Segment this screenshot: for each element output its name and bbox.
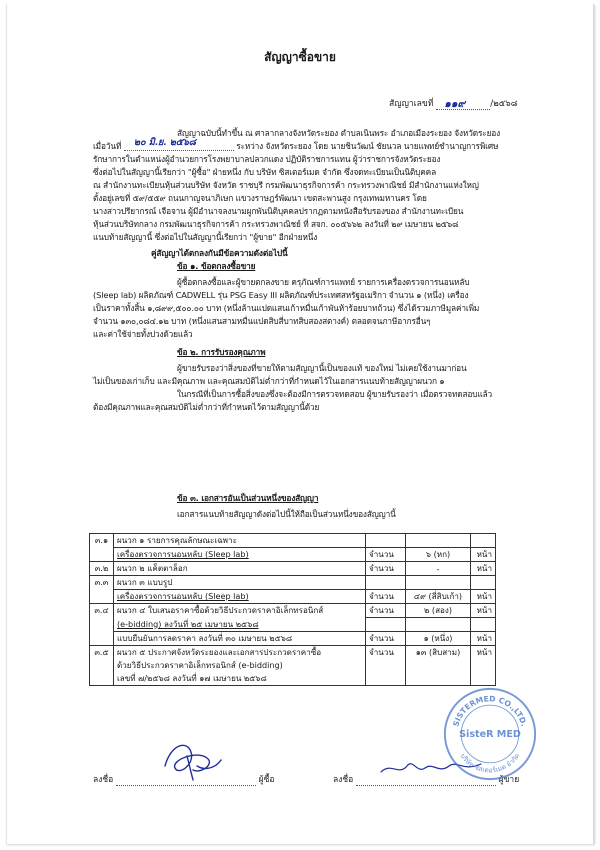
qty-label: จำนวน xyxy=(366,590,406,604)
clause-2-line-4: ต้องมีคุณภาพและคุณสมบัติไม่ต่ำกว่าที่กำหนดไว้ตามสัญญานี้ด้วย xyxy=(93,402,320,412)
table-row xyxy=(90,604,496,618)
row-description: เครื่องตรวจการนอนหลับ (Sleep lab) xyxy=(117,549,249,559)
table-row xyxy=(90,672,496,686)
buyer-label: ผู้ซื้อ xyxy=(258,775,275,785)
intro-line-1: สัญญาฉบับนี้ทำขึ้น ณ ศาลากลางจังหวัดระยอง ตำบลเนินพระ อำเภอเมืองระยอง จังหวัดระยอง xyxy=(177,128,501,138)
row-description: เครื่องตรวจการนอนหลับ (Sleep lab) xyxy=(117,591,249,601)
table-row xyxy=(90,548,496,562)
row-description: ผนวก ๓ แบบรูป xyxy=(114,576,366,590)
intro-line-3: รักษาการในตำแหน่งผู้อำนวยการโรงพยาบาลปลวกแดง ปฏิบัติราชการแทน ผู้ว่าราชการจังหวัดระยอง xyxy=(93,154,441,164)
row-qty: ๔๙ (สี่สิบเก้า) xyxy=(406,590,471,604)
qty-label: จำนวน xyxy=(366,632,406,646)
contract-number-label: สัญญาเลขที่ xyxy=(389,99,434,109)
date-prefix: เมื่อวันที่ xyxy=(93,141,122,151)
row-qty: - xyxy=(406,562,471,576)
row-number: ๓.๔ xyxy=(90,604,114,618)
seller-sign-label: ลงชื่อ xyxy=(333,775,354,785)
qty-label: จำนวน xyxy=(366,604,406,618)
clause-2-title: ข้อ ๒. การรับรองคุณภาพ xyxy=(177,347,266,357)
clause-3-intro: เอกสารแนบท้ายสัญญาดังต่อไปนี้ให้ถือเป็นส่วนหนึ่งของสัญญานี้ xyxy=(177,509,396,519)
row-qty: ๒ (สอง) xyxy=(406,604,471,618)
row-qty: ๖ (หก) xyxy=(406,548,471,562)
table-row xyxy=(90,618,496,632)
row-qty: ๑ (หนึ่ง) xyxy=(406,632,471,646)
row-number: ๓.๒ xyxy=(90,562,114,576)
clause-1-line-4: จำนวน ๑๓๐,๐๘๔.๑๒ บาท (หนึ่งแสนสามหมื่นแปดสิบสี่บาทสิบสองสตางค์) ตลอดจนภาษีอากรอื่นๆ xyxy=(93,316,431,326)
clause-1-title: ข้อ ๑. ข้อตกลงซื้อขาย xyxy=(177,261,256,271)
document-page xyxy=(6,4,594,844)
page-label: หน้า xyxy=(471,604,496,618)
qty-label: จำนวน xyxy=(366,548,406,562)
qty-label: จำนวน xyxy=(366,562,406,576)
svg-text:SISTERMED CO.,LTD. xyxy=(451,694,528,727)
page-label: หน้า xyxy=(471,562,496,576)
table-row xyxy=(90,632,496,646)
company-stamp xyxy=(442,686,538,782)
stamp-top-text: SISTERMED CO.,LTD. xyxy=(451,694,529,728)
intro-line-2: ระหว่าง จังหวัดระยอง โดย นายชินวัฒน์ ชัยนวล นายแพทย์ชำนาญการพิเศษ xyxy=(236,141,499,151)
row-qty: ๑๓ (สิบสาม) xyxy=(406,646,471,660)
qty-label: จำนวน xyxy=(366,646,406,660)
clause-3-title: ข้อ ๓. เอกสารอันเป็นส่วนหนึ่งของสัญญา xyxy=(177,493,319,503)
row-description: แบบยืนยันการลดราคา ลงวันที่ ๓๐ เมษายน ๒๕๖๘ xyxy=(114,632,366,646)
clause-1-line-5: และค่าใช้จ่ายทั้งปวงด้วยแล้ว xyxy=(93,329,193,339)
table-row xyxy=(90,534,496,548)
clause-2-line-3: ในกรณีที่เป็นการซื้อสิ่งของซึ่งจะต้องมีการตรวจทดสอบ ผู้ขายรับรองว่า เมื่อตรวจทดสอบแล้ว xyxy=(177,389,493,399)
row-description: (e-bidding) ลงวันที่ ๒๕ เมษายน ๒๕๖๘ xyxy=(117,618,259,629)
row-number: ๓.๓ xyxy=(90,576,114,590)
table-row xyxy=(90,659,496,672)
intro-line-8: หุ้นส่วนบริษัทกลาง กรมพัฒนาธุรกิจการค้า กระทรวงพาณิชย์ ที่ สจก. ๐๐๕๖๖๒ ลงวันที่ ๒๙ เมษายน ๒๕๖๘ xyxy=(93,219,459,229)
intro-line-6: ตั้งอยู่เลขที่ ๕๙/๕๕๙ ถนนกาญจนาภิเษก แขวงราษฎร์พัฒนา เขตสะพานสูง กรุงเทพมหานคร โดย xyxy=(93,193,427,203)
clause-2-line-2: ไม่เป็นของเก่าเก็บ และมีคุณภาพ และคุณสมบัติไม่ต่ำกว่าที่กำหนดไว้ในเอกสารแนบท้ายสัญญาผนวก ๑ xyxy=(93,376,445,386)
row-description: เลขที่ ๗/๒๕๖๘ ลงวันที่ ๑๗ เมษายน ๒๕๖๘ xyxy=(114,672,366,686)
intro-line-7: นางสาวปรียากรณ์ เจือจาน ผู้มีอำนาจลงนามผูกพันนิติบุคคลปรากฏตามหนังสือรับรองของ สำนักงานทะเบียน xyxy=(93,206,464,216)
table-row xyxy=(90,590,496,604)
row-description: ด้วยวิธีประกวดราคาอิเล็กทรอนิกส์ (e-bidding) xyxy=(114,659,366,672)
row-description: ผนวก ๔ ใบเสนอราคาซื้อด้วยวิธีประกวดราคาอิเล็กทรอนิกส์ xyxy=(114,604,366,618)
contract-number-value: ๑๑๙ xyxy=(444,98,466,110)
table-row xyxy=(90,562,496,576)
intro-line-5: ณ สำนักงานทะเบียนหุ้นส่วนบริษัท จังหวัด ราชบุรี กรมพัฒนาธุรกิจการค้า กระทรวงพาณิชย์ มีสำนักงานแห่งใหญ่ xyxy=(93,180,479,190)
row-number: ๓.๑ xyxy=(90,534,114,548)
document-title: สัญญาซื้อขาย xyxy=(264,50,336,64)
buyer-signature-mark xyxy=(157,736,227,784)
intro-date xyxy=(93,137,499,151)
table-row xyxy=(90,576,496,590)
table-row xyxy=(90,646,496,660)
row-description: ผนวก ๒ แค็ตตาล็อก xyxy=(114,562,366,576)
stamp-bottom-text: บริษัท ซิสเตอร์เมด จำกัด xyxy=(458,752,522,775)
row-number: ๓.๕ xyxy=(90,646,114,660)
clause-1-line-2: (Sleep lab) ผลิตภัณฑ์ CADWELL รุ่น PSG Easy III ผลิตภัณฑ์ประเทศสหรัฐอเมริกา จำนวน ๑ (หนึ่ง) เครื่อง xyxy=(93,290,469,300)
attachments-table xyxy=(89,533,496,686)
intro-line-4: ซึ่งต่อไปในสัญญานี้เรียกว่า "ผู้ซื้อ" ฝ่ายหนึ่ง กับ บริษัท ซิสเตอร์เมด จำกัด ซึ่งจดทะเบียนเป็นนิติบุคคล xyxy=(93,167,437,177)
page-label: หน้า xyxy=(471,590,496,604)
seller-label: ผู้ขาย xyxy=(498,775,520,785)
page-label: หน้า xyxy=(471,548,496,562)
clause-1-line-3: เป็นราคาทั้งสิ้น ๑,๘๙๙,๕๐๐.๐๐ บาท (หนึ่งล้านแปดแสนเก้าหมื่นเก้าพันห้าร้อยบาทถ้วน) ซึ่งได้รวมภาษีมูลค่าเพิ่ม xyxy=(93,303,480,313)
buyer-sign-label: ลงชื่อ xyxy=(93,775,114,785)
page-label: หน้า xyxy=(471,632,496,646)
page-label: หน้า xyxy=(471,646,496,660)
date-value: ๒๐ มิ.ย. ๒๕๖๘ xyxy=(133,137,196,148)
svg-text:บริษัท ซิสเตอร์เมด จำกัด xyxy=(459,752,522,774)
agreement-heading: คู่สัญญาได้ตกลงกันมีข้อความดังต่อไปนี้ xyxy=(151,248,288,258)
stamp-center-text: SisteR MED xyxy=(459,728,521,740)
contract-number xyxy=(389,96,517,110)
contract-number-year: /๒๕๖๘ xyxy=(490,99,518,109)
clause-1-line-1: ผู้ซื้อตกลงซื้อและผู้ขายตกลงขาย ครุภัณฑ์การแพทย์ รายการเครื่องตรวจการนอนหลับ xyxy=(177,277,470,287)
intro-line-9: แนบท้ายสัญญานี้ ซึ่งต่อไปในสัญญานี้เรียกว่า "ผู้ขาย" อีกฝ่ายหนึ่ง xyxy=(93,232,318,242)
clause-2-line-1: ผู้ขายรับรองว่าสิ่งของที่ขายให้ตามสัญญานี้เป็นของแท้ ของใหม่ ไม่เคยใช้งานมาก่อน xyxy=(177,363,467,373)
row-description: ผนวก ๑ รายการคุณลักษณะเฉพาะ xyxy=(114,534,366,548)
row-description: ผนวก ๕ ประกาศจังหวัดระยองและเอกสารประกวดราคาซื้อ xyxy=(114,646,366,660)
